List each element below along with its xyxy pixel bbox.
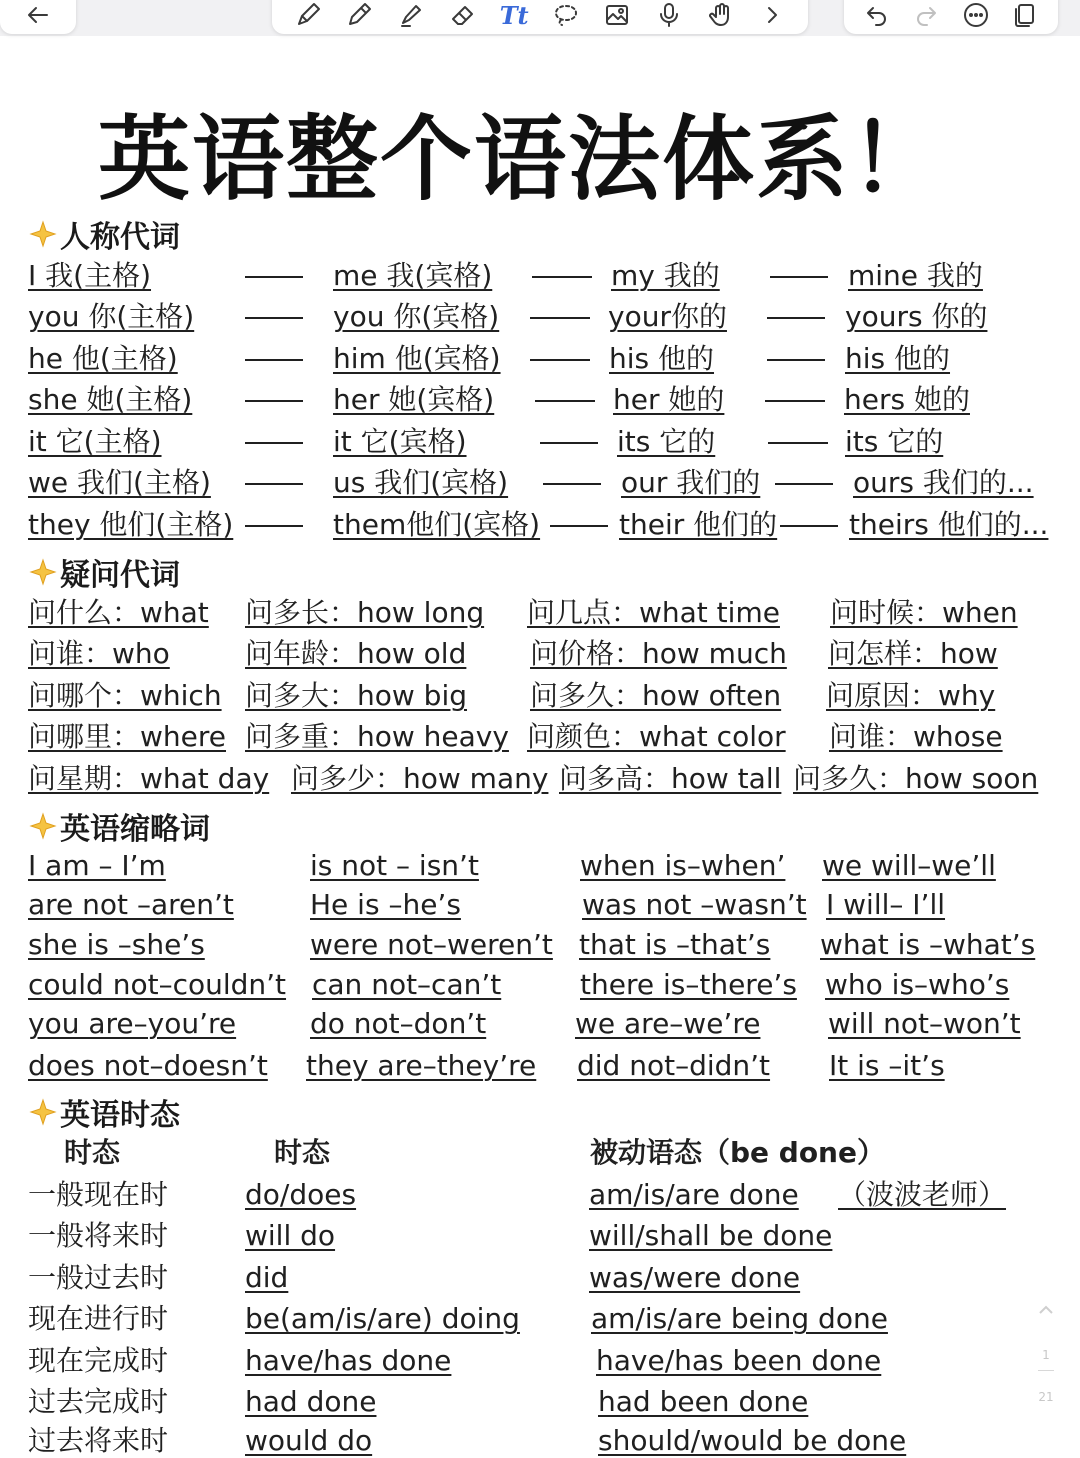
contraction-item: will not–won’t xyxy=(828,1007,1021,1040)
pencil-icon[interactable] xyxy=(344,2,374,28)
contraction-item: I am – I’m xyxy=(28,849,166,882)
connector-dash xyxy=(543,483,601,485)
tense-active-form: would do xyxy=(245,1424,373,1457)
tense-passive-form: will/shall be done xyxy=(589,1219,833,1252)
connector-dash xyxy=(540,442,598,444)
pronoun-possessive: ours 我们的... xyxy=(853,466,1034,499)
hand-icon[interactable] xyxy=(706,2,736,28)
section-title: 英语时态 xyxy=(60,1098,180,1133)
lasso-icon[interactable] xyxy=(551,2,581,28)
tense-name: 一般过去时 xyxy=(28,1261,169,1294)
contraction-item: was not –wasn’t xyxy=(582,888,807,921)
more-icon[interactable] xyxy=(961,2,991,28)
contraction-item: He is –he’s xyxy=(310,888,461,921)
interrogative-item: 问年龄：how old xyxy=(245,637,467,670)
pronoun-subject: we 我们(主格) xyxy=(28,466,211,499)
tense-active-form: do/does xyxy=(245,1178,357,1211)
connector-dash xyxy=(765,400,825,402)
contraction-item: we will–we’ll xyxy=(822,849,996,882)
pronoun-subject: I 我(主格) xyxy=(28,259,152,292)
connector-dash xyxy=(767,317,825,319)
tense-passive-form: should/would be done xyxy=(598,1424,907,1457)
contraction-item: It is –it’s xyxy=(829,1049,945,1082)
teacher-credit: （波波老师） xyxy=(838,1178,1007,1211)
interrogative-item: 问原因：why xyxy=(826,679,996,712)
pronoun-possessive-adj: their 他们的 xyxy=(619,508,778,541)
contraction-item: you are–you’re xyxy=(28,1007,237,1040)
page-title: 英语整个语法体系！ xyxy=(98,106,945,213)
interrogative-item: 问哪个：which xyxy=(28,679,222,712)
chevron-right-icon[interactable] xyxy=(757,2,787,28)
page-scroll-indicator[interactable] xyxy=(1034,1300,1058,1430)
section-title: 疑问代词 xyxy=(60,558,180,593)
connector-dash xyxy=(245,317,303,319)
current-page-number: 1 xyxy=(1042,1348,1050,1362)
back-arrow-icon[interactable] xyxy=(23,2,53,28)
connector-dash xyxy=(530,359,590,361)
interrogative-item: 问什么：what xyxy=(28,596,209,629)
connector-dash xyxy=(245,442,303,444)
contraction-item: they are–they’re xyxy=(306,1049,537,1082)
text-tool-icon[interactable]: Tt xyxy=(499,0,529,30)
page-divider xyxy=(1038,1370,1054,1371)
interrogative-item: 问多久：how soon xyxy=(793,762,1039,795)
pronoun-object: me 我(宾格) xyxy=(333,259,493,292)
pronoun-subject: you 你(主格) xyxy=(28,300,195,333)
connector-dash xyxy=(767,359,825,361)
contraction-item: were not–weren’t xyxy=(310,928,553,961)
sparkle-star-icon xyxy=(28,1097,58,1127)
interrogative-item: 问多长：how long xyxy=(245,596,485,629)
connector-dash xyxy=(245,276,303,278)
section-title: 人称代词 xyxy=(60,220,180,255)
connector-dash xyxy=(780,525,838,527)
contraction-item: that is –that’s xyxy=(579,928,771,961)
pronoun-possessive-adj: your你的 xyxy=(608,300,727,333)
connector-dash xyxy=(245,525,303,527)
pronoun-object: him 他(宾格) xyxy=(333,342,501,375)
pronoun-subject: he 他(主格) xyxy=(28,342,178,375)
pronoun-possessive-adj: my 我的 xyxy=(611,259,720,292)
tense-name: 现在完成时 xyxy=(28,1344,169,1377)
tense-passive-form: was/were done xyxy=(589,1261,801,1294)
pronoun-subject: they 他们(主格) xyxy=(28,508,234,541)
undo-icon[interactable] xyxy=(862,2,892,28)
active-column-header: 时态 xyxy=(274,1136,331,1169)
connector-dash xyxy=(550,525,608,527)
passive-column-header: 被动语态（be done） xyxy=(590,1136,885,1169)
contraction-item: what is –what’s xyxy=(820,928,1036,961)
interrogative-item: 问颜色：what color xyxy=(527,720,786,753)
contraction-item: there is–there’s xyxy=(580,968,797,1001)
pronoun-possessive: mine 我的 xyxy=(848,259,983,292)
contraction-item: we are–we’re xyxy=(575,1007,761,1040)
tense-column-header: 时态 xyxy=(64,1136,121,1169)
sparkle-star-icon xyxy=(28,219,58,249)
contraction-item: are not –aren’t xyxy=(28,888,234,921)
pen-icon[interactable] xyxy=(293,2,323,28)
tense-passive-form: have/has been done xyxy=(596,1344,882,1377)
connector-dash xyxy=(768,442,828,444)
tense-passive-form: am/is/are done xyxy=(589,1178,799,1211)
interrogative-item: 问多少：how many xyxy=(291,762,549,795)
contraction-item: she is –she’s xyxy=(28,928,205,961)
interrogative-item: 问多重：how heavy xyxy=(245,720,509,753)
connector-dash xyxy=(530,317,590,319)
interrogative-item: 问多大：how big xyxy=(245,679,468,712)
connector-dash xyxy=(770,276,828,278)
interrogative-item: 问价格：how much xyxy=(530,637,787,670)
interrogative-item: 问星期：what day xyxy=(28,762,270,795)
tense-active-form: be(am/is/are) doing xyxy=(245,1302,520,1335)
tense-passive-form: am/is/are being done xyxy=(591,1302,888,1335)
pronoun-object: her 她(宾格) xyxy=(333,383,495,416)
pages-icon[interactable] xyxy=(1010,2,1040,28)
connector-dash xyxy=(535,400,595,402)
pronoun-possessive: yours 你的 xyxy=(845,300,988,333)
contraction-item: can not–can’t xyxy=(312,968,502,1001)
pronoun-object: us 我们(宾格) xyxy=(333,466,509,499)
pronoun-possessive-adj: his 他的 xyxy=(609,342,715,375)
pronoun-possessive-adj: her 她的 xyxy=(613,383,725,416)
tense-name: 一般现在时 xyxy=(28,1178,169,1211)
microphone-icon[interactable] xyxy=(654,2,684,28)
contraction-item: could not–couldn’t xyxy=(28,968,287,1001)
contraction-item: do not–don’t xyxy=(310,1007,487,1040)
tense-active-form: will do xyxy=(245,1219,336,1252)
section-header-tenses xyxy=(28,1090,180,1134)
connector-dash xyxy=(245,400,303,402)
contraction-item: does not–doesn’t xyxy=(28,1049,268,1082)
contraction-item: I will– I’ll xyxy=(826,888,946,921)
toolbar-right-group xyxy=(844,0,1058,34)
section-header-contractions xyxy=(28,804,210,848)
pronoun-possessive-adj: its 它的 xyxy=(617,425,716,458)
total-page-number: 21 xyxy=(1038,1390,1054,1404)
interrogative-item: 问哪里：where xyxy=(28,720,226,753)
pronoun-possessive-adj: our 我们的 xyxy=(621,466,761,499)
interrogative-item: 问谁：who xyxy=(28,637,170,670)
tense-name: 过去将来时 xyxy=(28,1424,169,1457)
tense-name: 过去完成时 xyxy=(28,1385,169,1418)
tense-name: 现在进行时 xyxy=(28,1302,169,1335)
connector-dash xyxy=(775,483,833,485)
image-icon[interactable] xyxy=(602,2,632,28)
interrogative-item: 问多高：how tall xyxy=(559,762,782,795)
connector-dash xyxy=(245,359,303,361)
interrogative-item: 问时候：when xyxy=(830,596,1018,629)
highlighter-icon[interactable] xyxy=(396,2,426,28)
interrogative-item: 问多久：how often xyxy=(530,679,782,712)
pronoun-subject: it 它(主格) xyxy=(28,425,162,458)
chevron-up-icon[interactable] xyxy=(1036,1300,1056,1320)
tense-active-form: have/has done xyxy=(245,1344,452,1377)
section-title: 英语缩略词 xyxy=(60,812,210,847)
sparkle-star-icon xyxy=(28,557,58,587)
tense-active-form: had done xyxy=(245,1385,377,1418)
pronoun-possessive: theirs 他们的... xyxy=(849,508,1049,541)
tense-passive-form: had been done xyxy=(598,1385,809,1418)
pronoun-possessive: hers 她的 xyxy=(844,383,970,416)
redo-icon[interactable] xyxy=(911,2,941,28)
tense-active-form: did xyxy=(245,1261,289,1294)
sparkle-star-icon xyxy=(28,811,58,841)
connector-dash xyxy=(532,276,592,278)
pronoun-object: them他们(宾格) xyxy=(333,508,541,541)
contraction-item: did not–didn’t xyxy=(577,1049,771,1082)
section-header-pronouns xyxy=(28,212,180,256)
contraction-item: who is–who’s xyxy=(825,968,1010,1001)
interrogative-item: 问谁：whose xyxy=(829,720,1003,753)
interrogative-item: 问怎样：how xyxy=(828,637,998,670)
eraser-icon[interactable] xyxy=(448,2,478,28)
section-header-interrogatives xyxy=(28,550,180,594)
interrogative-item: 问几点：what time xyxy=(527,596,780,629)
pronoun-subject: she 她(主格) xyxy=(28,383,193,416)
pronoun-possessive: its 它的 xyxy=(845,425,944,458)
connector-dash xyxy=(245,483,303,485)
tense-name: 一般将来时 xyxy=(28,1219,169,1252)
pronoun-object: you 你(宾格) xyxy=(333,300,500,333)
pronoun-object: it 它(宾格) xyxy=(333,425,467,458)
toolbar-left-group xyxy=(0,0,76,34)
toolbar-tools-group xyxy=(272,0,808,34)
contraction-item: when is–when’ xyxy=(580,849,786,882)
contraction-item: is not – isn’t xyxy=(310,849,479,882)
pronoun-possessive: his 他的 xyxy=(845,342,951,375)
